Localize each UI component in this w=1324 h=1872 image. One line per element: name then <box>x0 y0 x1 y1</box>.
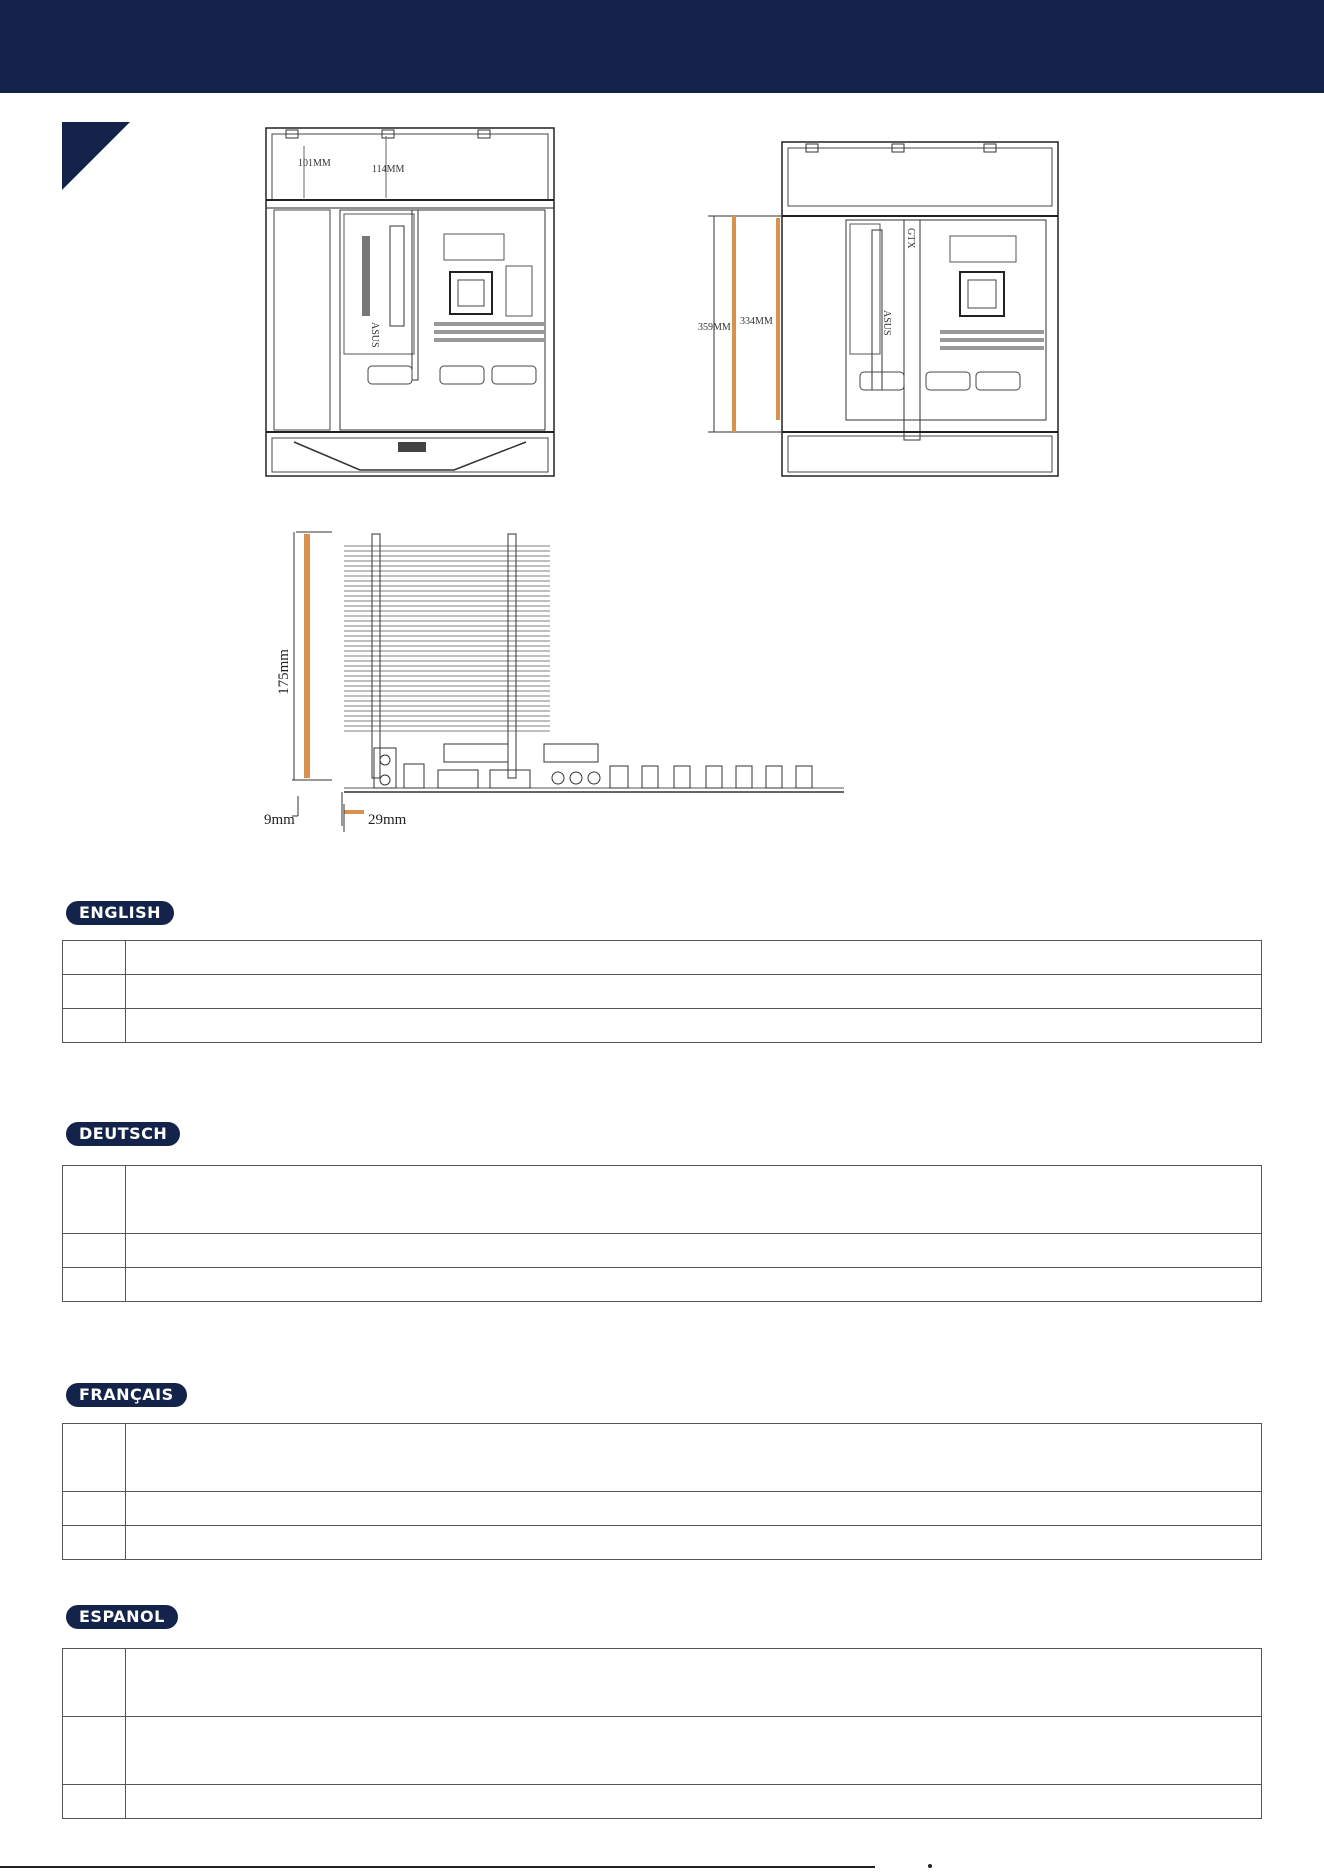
row-text <box>126 1785 1262 1819</box>
dim-29mm: 29mm <box>368 812 407 828</box>
spec-table-deutsch <box>62 1165 1262 1302</box>
gpu-label: GTX <box>905 228 916 249</box>
table-row <box>63 1234 1262 1268</box>
table-row <box>63 1166 1262 1234</box>
spec-table-espanol <box>62 1648 1262 1819</box>
row-number <box>63 975 126 1009</box>
lang-badge-deutsch: DEUTSCH <box>66 1122 180 1146</box>
table-row <box>63 941 1262 975</box>
table-row <box>63 1009 1262 1043</box>
dim-334mm: 334MM <box>740 316 773 327</box>
table-row <box>63 1649 1262 1717</box>
row-text <box>126 1717 1262 1785</box>
lang-badge-francais: FRANÇAIS <box>66 1383 187 1407</box>
row-number <box>63 1166 126 1234</box>
row-text <box>126 1009 1262 1043</box>
dim-101mm: 101MM <box>298 158 331 169</box>
row-text <box>126 975 1262 1009</box>
table-row <box>63 975 1262 1009</box>
row-number <box>63 1234 126 1268</box>
dim-9mm: 9mm <box>264 812 295 828</box>
row-number <box>63 1009 126 1043</box>
table-row <box>63 1268 1262 1302</box>
cooler-drawing <box>258 526 848 840</box>
footer-rule <box>0 1866 875 1868</box>
case-drawing-left <box>264 126 556 478</box>
heatsink-fins <box>344 546 550 731</box>
row-number <box>63 1268 126 1302</box>
lang-badge-espanol: ESPANOL <box>66 1605 178 1629</box>
row-text <box>126 1526 1262 1560</box>
row-number <box>63 1649 126 1717</box>
row-number <box>63 1492 126 1526</box>
row-number <box>63 1424 126 1492</box>
row-number <box>63 941 126 975</box>
row-number <box>63 1717 126 1785</box>
row-text <box>126 1649 1262 1717</box>
row-text <box>126 1492 1262 1526</box>
case-drawing-right <box>694 140 1060 478</box>
row-text <box>126 941 1262 975</box>
row-text <box>126 1166 1262 1234</box>
spec-table-english <box>62 940 1262 1043</box>
dim-359mm: 359MM <box>698 322 731 333</box>
row-number <box>63 1526 126 1560</box>
table-row <box>63 1717 1262 1785</box>
table-row <box>63 1492 1262 1526</box>
footer-mark <box>928 1864 932 1868</box>
row-number <box>63 1785 126 1819</box>
table-row <box>63 1424 1262 1492</box>
dim-175mm: 175mm <box>276 649 292 695</box>
dim-114mm: 114MM <box>372 164 405 175</box>
table-row <box>63 1785 1262 1819</box>
board-brand-left: ASUS <box>369 322 380 348</box>
corner-tab-icon <box>62 122 130 190</box>
header-band <box>0 0 1324 93</box>
row-text <box>126 1234 1262 1268</box>
lang-badge-english: ENGLISH <box>66 901 174 925</box>
board-brand-right: ASUS <box>881 310 892 336</box>
row-text <box>126 1268 1262 1302</box>
row-text <box>126 1424 1262 1492</box>
table-row <box>63 1526 1262 1560</box>
spec-table-francais <box>62 1423 1262 1560</box>
